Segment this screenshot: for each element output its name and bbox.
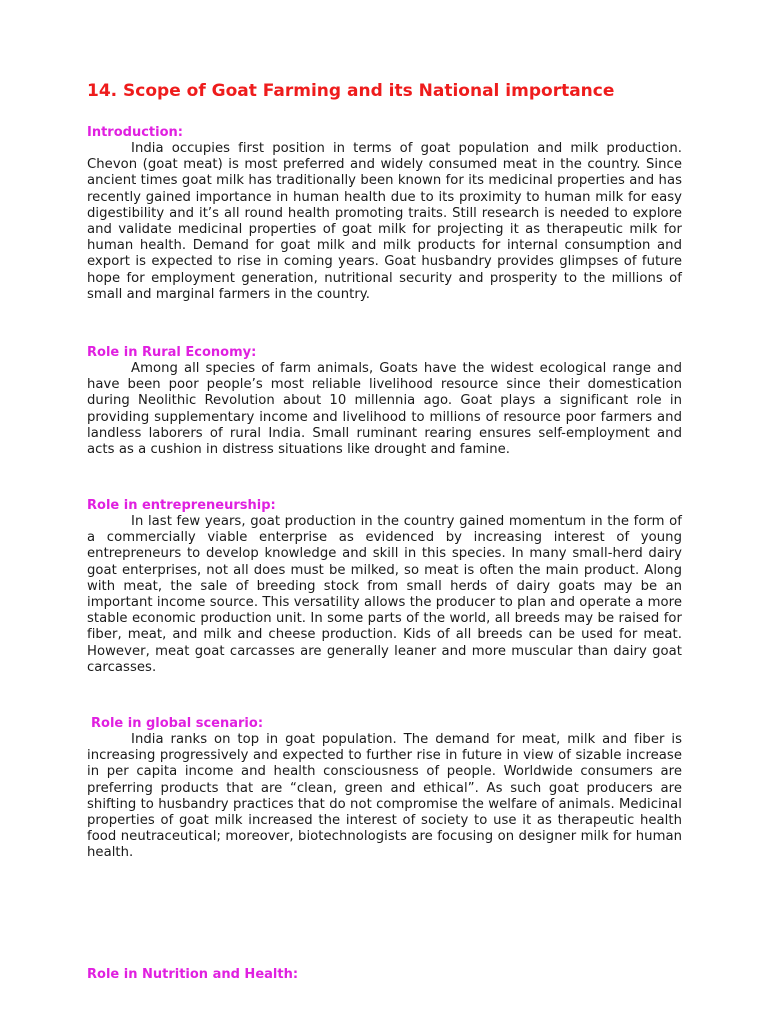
section-nutrition-health bbox=[87, 967, 682, 983]
section-global-scenario bbox=[87, 716, 682, 862]
document-title: 14. Scope of Goat Farming and its National importance bbox=[87, 81, 615, 101]
section-heading: Role in entrepreneurship: bbox=[87, 498, 276, 513]
section-heading: Role in Nutrition and Health: bbox=[87, 967, 299, 982]
section-introduction bbox=[87, 125, 682, 303]
section-heading: Role in global scenario: bbox=[91, 716, 264, 731]
section-entrepreneurship bbox=[87, 498, 682, 676]
section-paragraph: Among all species of farm animals, Goats have the widest ecological range and have been poor people’s most reliable livelihood resource since their domestication during Neolithic Revolution about 10 millennia ago. Goat plays a significant role in providing supplementary income and livelihood to millions of resource poor farmers and landless laborers of rural India. Small ruminant rearing ensures self-employment and acts as a cushion in distress situations like drought and famine. bbox=[87, 361, 682, 458]
section-paragraph: India occupies first position in terms of goat population and milk production. Chevon (goat meat) is most preferred and widely consumed meat in the country. Since ancient times goat milk has traditionally been known for its medicinal properties and has recently gained importance in human health due to its proximity to human milk for easy digestibility and it’s all round health promoting traits. Still research is needed to explore and validate medicinal properties of goat milk for projecting it as therapeutic milk for human health. Demand for goat milk and milk products for internal consumption and export is expected to rise in coming years. Goat husbandry provides glimpses of future hope for employment generation, nutritional security and prosperity to the millions of small and marginal farmers in the country. bbox=[87, 141, 682, 302]
section-heading: Introduction: bbox=[87, 125, 183, 140]
section-paragraph: In last few years, goat production in the country gained momentum in the form of a commercially viable enterprise as evidenced by increasing interest of young entrepreneurs to develop knowledge and skill in this species. In many small-herd dairy goat enterprises, not all does must be milked, so meat is often the main product. Along with meat, the sale of breeding stock from small herds of dairy goats may be an important income source. This versatility allows the producer to plan and operate a more stable economic production unit. In some parts of the world, all breeds may be raised for fiber, meat, and milk and cheese production. Kids of all breeds can be used for meat. However, meat goat carcasses are generally leaner and more muscular than dairy goat carcasses. bbox=[87, 514, 682, 675]
section-heading: Role in Rural Economy: bbox=[87, 345, 257, 360]
section-rural-economy bbox=[87, 345, 682, 458]
section-paragraph: India ranks on top in goat population. The demand for meat, milk and fiber is increasing progressively and expected to further rise in future in view of sizable increase in per capita income and health consciousness of people. Worldwide consumers are preferring products that are “clean, green and ethical”. As such goat producers are shifting to husbandry practices that do not compromise the welfare of animals. Medicinal properties of goat milk increased the interest of society to use it as therapeutic health food neutraceutical; moreover, biotechnologists are focusing on designer milk for human health. bbox=[87, 732, 682, 861]
